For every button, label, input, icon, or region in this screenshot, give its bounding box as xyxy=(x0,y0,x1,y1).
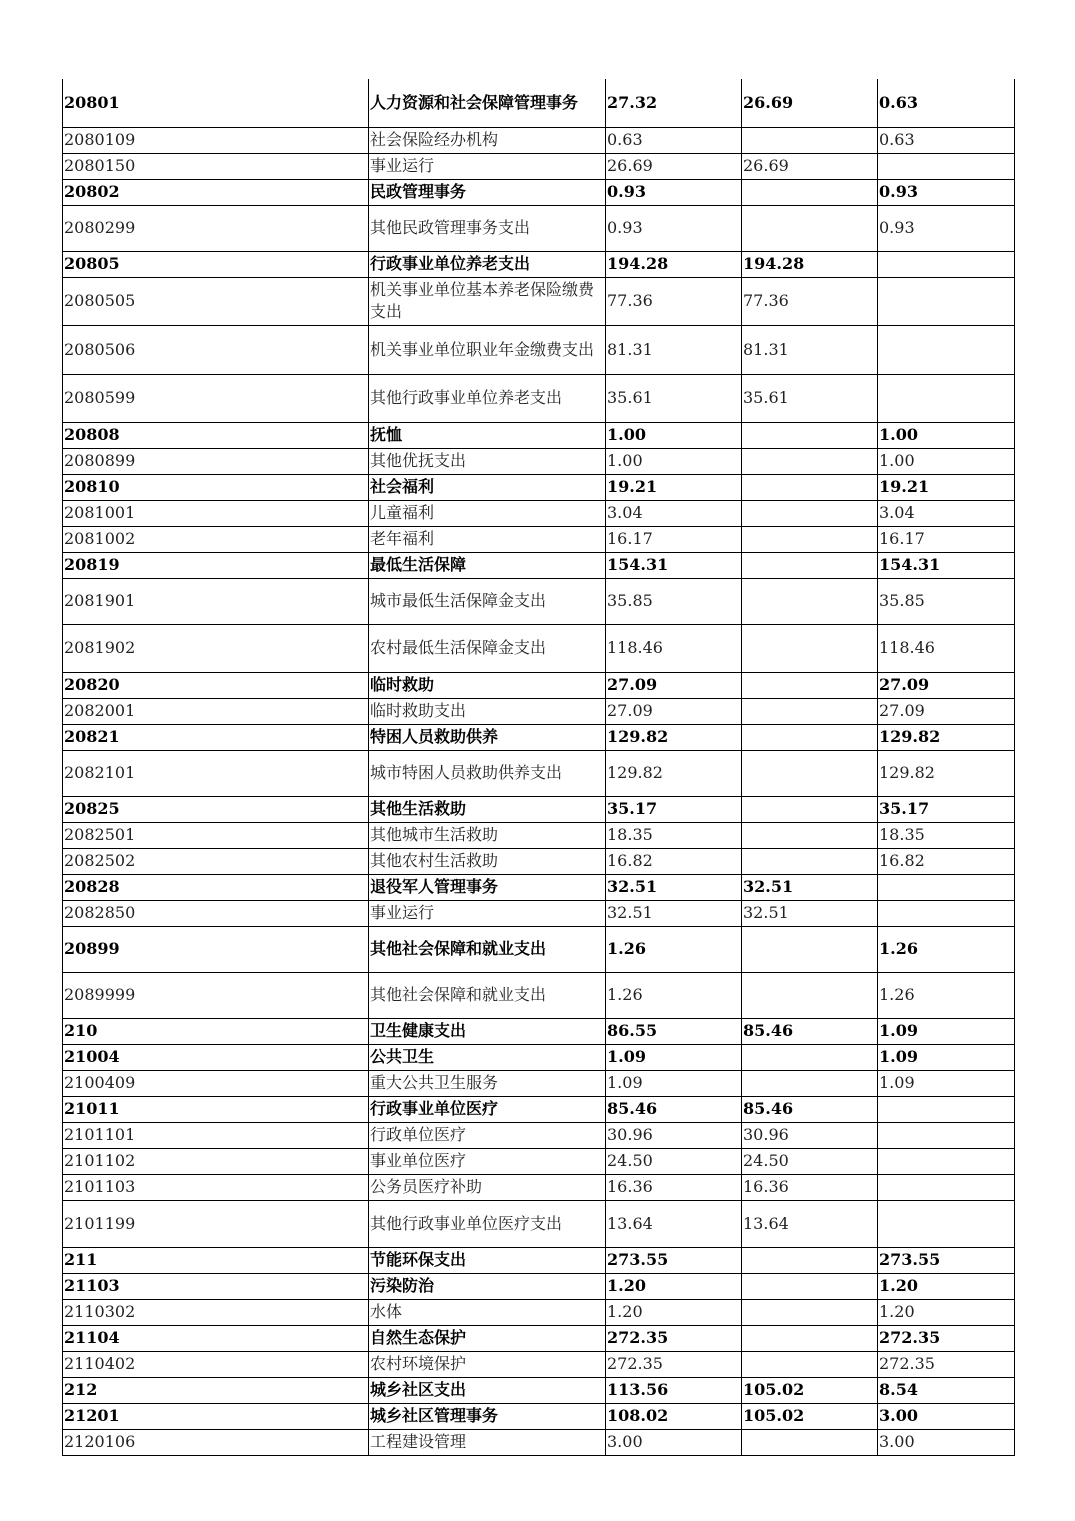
cell-basic xyxy=(742,422,878,448)
cell-project xyxy=(878,900,1015,926)
cell-name: 水体 xyxy=(369,1299,606,1325)
cell-code: 2082101 xyxy=(63,750,369,796)
cell-total: 35.61 xyxy=(606,374,742,422)
table-row xyxy=(63,1044,1015,1070)
cell-total: 1.09 xyxy=(606,1044,742,1070)
cell-code: 21104 xyxy=(63,1325,369,1351)
cell-project xyxy=(878,1122,1015,1148)
cell-name: 卫生健康支出 xyxy=(369,1018,606,1044)
cell-name: 城市特困人员救助供养支出 xyxy=(369,750,606,796)
cell-total: 272.35 xyxy=(606,1351,742,1377)
table-row xyxy=(63,127,1015,153)
table-row xyxy=(63,1174,1015,1200)
cell-code: 21011 xyxy=(63,1096,369,1122)
cell-total: 77.36 xyxy=(606,277,742,325)
cell-total: 118.46 xyxy=(606,624,742,672)
cell-code: 21004 xyxy=(63,1044,369,1070)
cell-name: 其他行政事业单位养老支出 xyxy=(369,374,606,422)
cell-code: 2082001 xyxy=(63,698,369,724)
cell-total: 3.00 xyxy=(606,1429,742,1455)
cell-total: 13.64 xyxy=(606,1200,742,1247)
cell-basic: 85.46 xyxy=(742,1018,878,1044)
cell-total: 3.04 xyxy=(606,500,742,526)
table-row xyxy=(63,1148,1015,1174)
cell-total: 1.20 xyxy=(606,1299,742,1325)
cell-name: 城乡社区管理事务 xyxy=(369,1403,606,1429)
table-row xyxy=(63,1429,1015,1455)
cell-project xyxy=(878,251,1015,277)
cell-basic: 105.02 xyxy=(742,1403,878,1429)
cell-project: 0.63 xyxy=(878,79,1015,127)
cell-name: 最低生活保障 xyxy=(369,552,606,578)
cell-basic xyxy=(742,848,878,874)
cell-code: 2101103 xyxy=(63,1174,369,1200)
cell-project: 3.04 xyxy=(878,500,1015,526)
cell-code: 2100409 xyxy=(63,1070,369,1096)
cell-code: 210 xyxy=(63,1018,369,1044)
table-row xyxy=(63,900,1015,926)
cell-project: 1.09 xyxy=(878,1044,1015,1070)
cell-code: 2081001 xyxy=(63,500,369,526)
cell-name: 临时救助支出 xyxy=(369,698,606,724)
cell-name: 工程建设管理 xyxy=(369,1429,606,1455)
cell-project: 154.31 xyxy=(878,552,1015,578)
cell-name: 其他农村生活救助 xyxy=(369,848,606,874)
cell-name: 自然生态保护 xyxy=(369,1325,606,1351)
cell-basic xyxy=(742,926,878,972)
cell-total: 1.26 xyxy=(606,972,742,1018)
table-row xyxy=(63,526,1015,552)
cell-code: 212 xyxy=(63,1377,369,1403)
cell-code: 2080299 xyxy=(63,205,369,251)
cell-basic: 81.31 xyxy=(742,325,878,374)
table-row xyxy=(63,1351,1015,1377)
cell-total: 35.17 xyxy=(606,796,742,822)
cell-code: 20821 xyxy=(63,724,369,750)
cell-code: 2081901 xyxy=(63,578,369,624)
table-row xyxy=(63,848,1015,874)
cell-project: 27.09 xyxy=(878,672,1015,698)
cell-total: 27.09 xyxy=(606,698,742,724)
cell-code: 2081002 xyxy=(63,526,369,552)
cell-name: 公共卫生 xyxy=(369,1044,606,1070)
cell-basic xyxy=(742,822,878,848)
cell-basic xyxy=(742,972,878,1018)
table-row xyxy=(63,500,1015,526)
cell-code: 2101102 xyxy=(63,1148,369,1174)
cell-project: 16.82 xyxy=(878,848,1015,874)
cell-name: 其他优抚支出 xyxy=(369,448,606,474)
cell-project: 0.93 xyxy=(878,179,1015,205)
table-row xyxy=(63,796,1015,822)
cell-basic: 35.61 xyxy=(742,374,878,422)
cell-project xyxy=(878,1096,1015,1122)
cell-code: 2089999 xyxy=(63,972,369,1018)
cell-name: 事业单位医疗 xyxy=(369,1148,606,1174)
cell-code: 2080599 xyxy=(63,374,369,422)
cell-code: 2120106 xyxy=(63,1429,369,1455)
cell-basic xyxy=(742,750,878,796)
cell-code: 20808 xyxy=(63,422,369,448)
cell-project: 1.09 xyxy=(878,1018,1015,1044)
cell-name: 其他民政管理事务支出 xyxy=(369,205,606,251)
cell-project: 27.09 xyxy=(878,698,1015,724)
cell-project: 1.26 xyxy=(878,926,1015,972)
cell-basic xyxy=(742,1325,878,1351)
cell-code: 20819 xyxy=(63,552,369,578)
cell-project: 35.85 xyxy=(878,578,1015,624)
table-row xyxy=(63,205,1015,251)
cell-code: 2110402 xyxy=(63,1351,369,1377)
cell-code: 21103 xyxy=(63,1273,369,1299)
table-row xyxy=(63,1403,1015,1429)
cell-project: 16.17 xyxy=(878,526,1015,552)
cell-code: 2110302 xyxy=(63,1299,369,1325)
cell-basic xyxy=(742,179,878,205)
cell-total: 26.69 xyxy=(606,153,742,179)
cell-project: 1.00 xyxy=(878,422,1015,448)
table-row xyxy=(63,1247,1015,1273)
cell-basic: 194.28 xyxy=(742,251,878,277)
table-row xyxy=(63,1070,1015,1096)
table-row xyxy=(63,474,1015,500)
cell-code: 20810 xyxy=(63,474,369,500)
table-row xyxy=(63,1273,1015,1299)
cell-name: 社会保险经办机构 xyxy=(369,127,606,153)
cell-name: 重大公共卫生服务 xyxy=(369,1070,606,1096)
cell-project xyxy=(878,1174,1015,1200)
cell-basic xyxy=(742,1070,878,1096)
table-row xyxy=(63,277,1015,325)
table-row xyxy=(63,1200,1015,1247)
table-row xyxy=(63,374,1015,422)
cell-code: 2080505 xyxy=(63,277,369,325)
cell-name: 其他城市生活救助 xyxy=(369,822,606,848)
cell-code: 2081902 xyxy=(63,624,369,672)
cell-basic xyxy=(742,1273,878,1299)
cell-project: 129.82 xyxy=(878,724,1015,750)
cell-basic xyxy=(742,624,878,672)
cell-total: 24.50 xyxy=(606,1148,742,1174)
cell-code: 2082502 xyxy=(63,848,369,874)
cell-total: 113.56 xyxy=(606,1377,742,1403)
table-row xyxy=(63,822,1015,848)
cell-basic xyxy=(742,205,878,251)
table-row xyxy=(63,448,1015,474)
cell-name: 人力资源和社会保障管理事务 xyxy=(369,79,606,127)
cell-total: 0.63 xyxy=(606,127,742,153)
cell-code: 2080150 xyxy=(63,153,369,179)
cell-project: 3.00 xyxy=(878,1429,1015,1455)
table-row xyxy=(63,698,1015,724)
cell-total: 16.82 xyxy=(606,848,742,874)
cell-project xyxy=(878,874,1015,900)
cell-total: 32.51 xyxy=(606,874,742,900)
cell-project: 8.54 xyxy=(878,1377,1015,1403)
cell-name: 其他行政事业单位医疗支出 xyxy=(369,1200,606,1247)
table-row xyxy=(63,1299,1015,1325)
cell-total: 1.09 xyxy=(606,1070,742,1096)
budget-table-body xyxy=(63,79,1015,1455)
table-row xyxy=(63,153,1015,179)
cell-name: 民政管理事务 xyxy=(369,179,606,205)
table-row xyxy=(63,578,1015,624)
cell-code: 20828 xyxy=(63,874,369,900)
cell-code: 2080109 xyxy=(63,127,369,153)
cell-code: 2080899 xyxy=(63,448,369,474)
cell-total: 272.35 xyxy=(606,1325,742,1351)
cell-total: 1.00 xyxy=(606,422,742,448)
cell-basic xyxy=(742,127,878,153)
cell-code: 20802 xyxy=(63,179,369,205)
cell-total: 16.17 xyxy=(606,526,742,552)
cell-project: 273.55 xyxy=(878,1247,1015,1273)
cell-total: 86.55 xyxy=(606,1018,742,1044)
cell-total: 108.02 xyxy=(606,1403,742,1429)
cell-name: 机关事业单位基本养老保险缴费支出 xyxy=(369,277,606,325)
cell-project: 0.63 xyxy=(878,127,1015,153)
cell-basic: 26.69 xyxy=(742,153,878,179)
cell-project xyxy=(878,325,1015,374)
table-row xyxy=(63,1096,1015,1122)
cell-name: 其他社会保障和就业支出 xyxy=(369,972,606,1018)
cell-name: 行政事业单位养老支出 xyxy=(369,251,606,277)
table-row xyxy=(63,926,1015,972)
table-row xyxy=(63,325,1015,374)
cell-total: 30.96 xyxy=(606,1122,742,1148)
cell-basic xyxy=(742,1351,878,1377)
cell-code: 2101101 xyxy=(63,1122,369,1148)
cell-code: 2080506 xyxy=(63,325,369,374)
cell-total: 27.09 xyxy=(606,672,742,698)
cell-code: 2101199 xyxy=(63,1200,369,1247)
cell-basic xyxy=(742,500,878,526)
table-row xyxy=(63,1122,1015,1148)
cell-name: 事业运行 xyxy=(369,900,606,926)
cell-total: 18.35 xyxy=(606,822,742,848)
cell-total: 81.31 xyxy=(606,325,742,374)
cell-project xyxy=(878,374,1015,422)
table-row xyxy=(63,1325,1015,1351)
cell-basic: 16.36 xyxy=(742,1174,878,1200)
cell-basic: 77.36 xyxy=(742,277,878,325)
cell-total: 129.82 xyxy=(606,724,742,750)
cell-name: 农村环境保护 xyxy=(369,1351,606,1377)
table-row xyxy=(63,874,1015,900)
cell-name: 公务员医疗补助 xyxy=(369,1174,606,1200)
cell-basic: 32.51 xyxy=(742,874,878,900)
cell-project: 1.26 xyxy=(878,972,1015,1018)
cell-basic: 26.69 xyxy=(742,79,878,127)
cell-basic xyxy=(742,724,878,750)
table-row xyxy=(63,750,1015,796)
cell-name: 其他生活救助 xyxy=(369,796,606,822)
table-row xyxy=(63,552,1015,578)
cell-project xyxy=(878,153,1015,179)
table-row xyxy=(63,179,1015,205)
table-row xyxy=(63,672,1015,698)
cell-name: 城市最低生活保障金支出 xyxy=(369,578,606,624)
cell-basic xyxy=(742,796,878,822)
cell-name: 临时救助 xyxy=(369,672,606,698)
cell-code: 2082850 xyxy=(63,900,369,926)
cell-project: 1.20 xyxy=(878,1299,1015,1325)
cell-code: 20801 xyxy=(63,79,369,127)
cell-project: 0.93 xyxy=(878,205,1015,251)
cell-basic xyxy=(742,578,878,624)
cell-total: 154.31 xyxy=(606,552,742,578)
cell-total: 273.55 xyxy=(606,1247,742,1273)
table-row xyxy=(63,624,1015,672)
cell-code: 21201 xyxy=(63,1403,369,1429)
cell-project: 272.35 xyxy=(878,1351,1015,1377)
cell-name: 其他社会保障和就业支出 xyxy=(369,926,606,972)
cell-name: 行政事业单位医疗 xyxy=(369,1096,606,1122)
table-row xyxy=(63,79,1015,127)
cell-name: 退役军人管理事务 xyxy=(369,874,606,900)
cell-project: 35.17 xyxy=(878,796,1015,822)
cell-basic xyxy=(742,526,878,552)
cell-project xyxy=(878,1148,1015,1174)
cell-total: 32.51 xyxy=(606,900,742,926)
cell-code: 20899 xyxy=(63,926,369,972)
cell-total: 1.00 xyxy=(606,448,742,474)
cell-total: 16.36 xyxy=(606,1174,742,1200)
cell-project: 272.35 xyxy=(878,1325,1015,1351)
cell-basic: 30.96 xyxy=(742,1122,878,1148)
cell-project: 19.21 xyxy=(878,474,1015,500)
cell-basic xyxy=(742,1044,878,1070)
table-row xyxy=(63,1377,1015,1403)
cell-name: 污染防治 xyxy=(369,1273,606,1299)
cell-basic: 32.51 xyxy=(742,900,878,926)
cell-project: 18.35 xyxy=(878,822,1015,848)
cell-name: 特困人员救助供养 xyxy=(369,724,606,750)
cell-total: 0.93 xyxy=(606,179,742,205)
cell-basic: 24.50 xyxy=(742,1148,878,1174)
table-row xyxy=(63,1018,1015,1044)
cell-project xyxy=(878,277,1015,325)
cell-project: 1.00 xyxy=(878,448,1015,474)
cell-name: 行政单位医疗 xyxy=(369,1122,606,1148)
cell-project: 118.46 xyxy=(878,624,1015,672)
cell-total: 0.93 xyxy=(606,205,742,251)
cell-project xyxy=(878,1200,1015,1247)
cell-name: 城乡社区支出 xyxy=(369,1377,606,1403)
cell-basic xyxy=(742,672,878,698)
cell-basic xyxy=(742,698,878,724)
table-row xyxy=(63,251,1015,277)
budget-table xyxy=(62,79,1015,1456)
cell-name: 机关事业单位职业年金缴费支出 xyxy=(369,325,606,374)
cell-total: 129.82 xyxy=(606,750,742,796)
cell-total: 35.85 xyxy=(606,578,742,624)
cell-total: 1.20 xyxy=(606,1273,742,1299)
cell-basic xyxy=(742,474,878,500)
cell-total: 1.26 xyxy=(606,926,742,972)
cell-code: 20820 xyxy=(63,672,369,698)
cell-name: 社会福利 xyxy=(369,474,606,500)
cell-basic xyxy=(742,448,878,474)
cell-total: 194.28 xyxy=(606,251,742,277)
cell-project: 1.09 xyxy=(878,1070,1015,1096)
cell-name: 抚恤 xyxy=(369,422,606,448)
cell-code: 211 xyxy=(63,1247,369,1273)
cell-basic: 105.02 xyxy=(742,1377,878,1403)
table-row xyxy=(63,422,1015,448)
cell-basic xyxy=(742,552,878,578)
cell-code: 2082501 xyxy=(63,822,369,848)
cell-name: 事业运行 xyxy=(369,153,606,179)
cell-total: 27.32 xyxy=(606,79,742,127)
cell-basic: 13.64 xyxy=(742,1200,878,1247)
cell-name: 儿童福利 xyxy=(369,500,606,526)
cell-project: 1.20 xyxy=(878,1273,1015,1299)
table-row xyxy=(63,972,1015,1018)
cell-name: 农村最低生活保障金支出 xyxy=(369,624,606,672)
table-row xyxy=(63,724,1015,750)
cell-total: 19.21 xyxy=(606,474,742,500)
cell-basic xyxy=(742,1429,878,1455)
cell-project: 3.00 xyxy=(878,1403,1015,1429)
cell-basic xyxy=(742,1247,878,1273)
cell-name: 节能环保支出 xyxy=(369,1247,606,1273)
cell-name: 老年福利 xyxy=(369,526,606,552)
cell-basic xyxy=(742,1299,878,1325)
cell-basic: 85.46 xyxy=(742,1096,878,1122)
cell-code: 20805 xyxy=(63,251,369,277)
cell-project: 129.82 xyxy=(878,750,1015,796)
cell-code: 20825 xyxy=(63,796,369,822)
cell-total: 85.46 xyxy=(606,1096,742,1122)
